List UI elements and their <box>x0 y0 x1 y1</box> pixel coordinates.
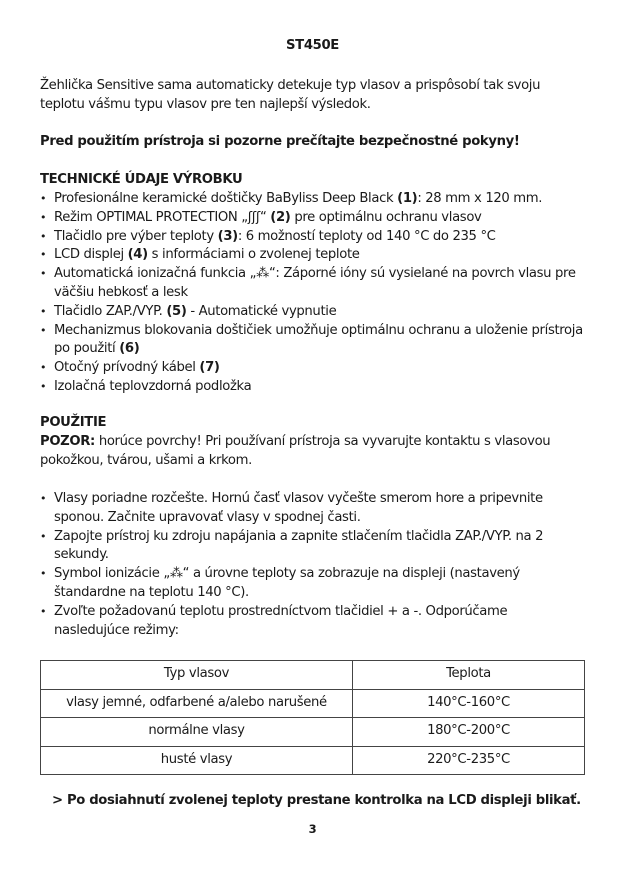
list-item <box>40 228 585 247</box>
list-item <box>40 565 585 603</box>
list-item-text: Režim OPTIMAL PROTECTION „ʃʃʃ“ <box>54 209 271 225</box>
list-item <box>40 322 585 360</box>
caution-text: horúce povrchy! Pri používaní prístroja sa vyvarujte kontaktu s vlasovou pokožkou, tvárou, ušami a krkom. <box>40 434 551 468</box>
list-item-text: Profesionálne keramické doštičky BaByliss Deep Black <box>54 191 398 206</box>
table-row <box>41 746 585 775</box>
footnote: > Po dosiahnutí zvolenej teploty prestane kontrolka na LCD displeji blikať. <box>52 793 581 808</box>
document-title: ST450E <box>286 38 339 53</box>
table-cell: normálne vlasy <box>41 718 353 747</box>
table-cell: 220°C-235°C <box>353 746 585 775</box>
specs-list <box>40 190 585 397</box>
page-number: 3 <box>308 822 317 836</box>
list-item-text: Mechanizmus blokovania doštičiek umožňuje optimálnu ochranu a uloženie prístroja po použití <box>54 322 583 357</box>
caution-paragraph <box>40 433 585 471</box>
table-header: Typ vlasov <box>41 661 353 690</box>
list-item <box>40 246 585 265</box>
list-item-text: (5) <box>166 303 187 319</box>
list-item-text: (2) <box>270 209 291 225</box>
list-item <box>40 603 585 641</box>
list-item-text: s informáciami o zvolenej teplote <box>147 247 360 263</box>
list-item-text: LCD displej <box>54 247 128 263</box>
list-item-text: Izolačná teplovzdorná podložka <box>54 378 252 394</box>
list-item-text: (7) <box>199 360 220 376</box>
list-item-text: Symbol ionizácie „⁂“ a úrovne teploty sa zobrazuje na displeji (nastavený štandardne na teplotu 140 °C). <box>54 566 520 600</box>
list-item-text: Otočný prívodný kábel <box>54 360 200 376</box>
list-item <box>40 378 585 397</box>
list-item <box>40 190 585 209</box>
list-item <box>40 528 585 566</box>
table-row <box>41 689 585 718</box>
list-item-text: Automatická ionizačná funkcia „⁂“: Záporné ióny sú vysielané na povrch vlasu pre väčšiu hebkosť a lesk <box>54 266 576 300</box>
table-header: Teplota <box>353 661 585 690</box>
list-item <box>40 265 585 303</box>
table-cell: vlasy jemné, odfarbené a/alebo narušené <box>41 689 353 718</box>
list-item-text: : 6 možností teploty od 140 °C do 235 °C <box>237 228 496 244</box>
temperature-table <box>40 660 585 775</box>
list-item-text: Tlačidlo ZAP./VYP. <box>54 303 167 319</box>
table-header-row <box>41 661 585 690</box>
caution-label: POZOR: <box>40 434 95 449</box>
list-item-text: - Automatické vypnutie <box>186 303 337 319</box>
list-item-text: pre optimálnu ochranu vlasov <box>290 209 482 225</box>
list-item <box>40 209 585 228</box>
list-item-text: (1) <box>397 191 418 206</box>
usage-list <box>40 490 585 640</box>
list-item-text: (3) <box>217 228 238 244</box>
list-item-text: (6) <box>119 341 140 357</box>
safety-warning: Pred použitím prístroja si pozorne prečítajte bezpečnostné pokyny! <box>40 134 520 149</box>
list-item-text: Zapojte prístroj ku zdroju napájania a zapnite stlačením tlačidla ZAP./VYP. na 2 sekundy. <box>54 528 544 563</box>
list-item-text: : 28 mm x 120 mm. <box>417 191 543 206</box>
specs-heading: TECHNICKÉ ÚDAJE VÝROBKU <box>40 172 243 187</box>
list-item-text: Vlasy poriadne rozčešte. Hornú časť vlasov vyčešte smerom hore a pripevnite sponou. Začnite upravovať vlasy v spodnej časti. <box>54 491 543 525</box>
list-item-text: Zvoľte požadovanú teplotu prostredníctvom tlačidiel + a -. Odporúčame nasledujúce režimy: <box>54 603 508 638</box>
usage-heading: POUŽITIE <box>40 415 107 430</box>
intro-paragraph: Žehlička Sensitive sama automaticky detekuje typ vlasov a prispôsobí tak svoju teplotu vášmu typu vlasov pre ten najlepší výsledok. <box>40 78 541 112</box>
list-item <box>40 303 585 322</box>
table-row <box>41 718 585 747</box>
table-cell: 140°C-160°C <box>353 689 585 718</box>
list-item <box>40 359 585 378</box>
list-item-text: Tlačidlo pre výber teploty <box>54 228 218 244</box>
list-item-text: (4) <box>127 247 148 263</box>
table-cell: 180°C-200°C <box>353 718 585 747</box>
table-cell: husté vlasy <box>41 746 353 775</box>
list-item <box>40 490 585 528</box>
